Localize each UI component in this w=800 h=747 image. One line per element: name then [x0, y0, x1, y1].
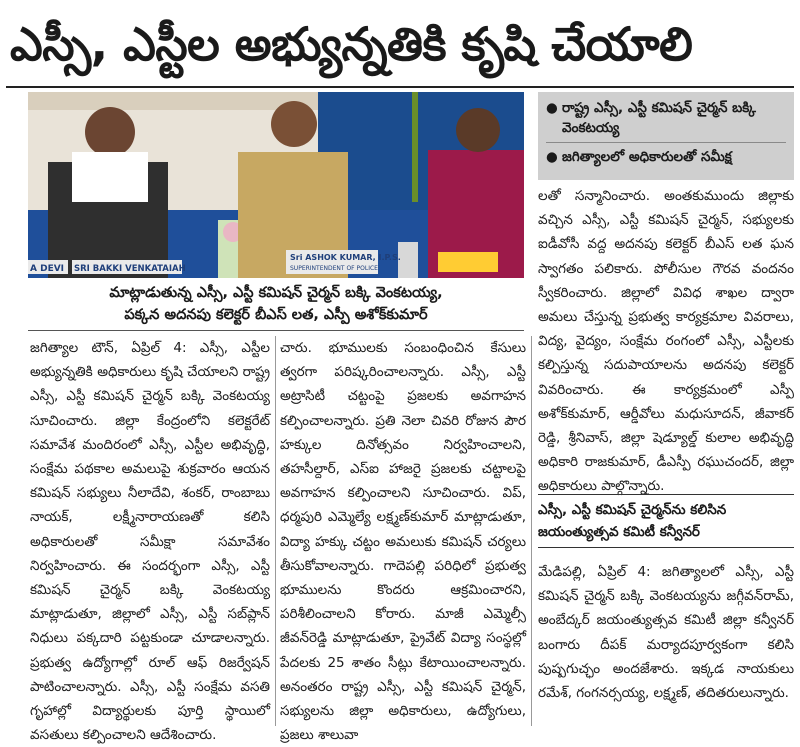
- column-text: లతో సన్మానించారు. అంతకుముందు జిల్లాకు వచ్చిన ఎస్సీ, ఎస్టీ కమిషన్ చైర్మన్, సభ్యులకు ఐడీవోసీ వద్ద అదనపు కలెక్టర్ బీఎస్ లత ఘన స్వాగతం పలికారు. పోలీసుల గౌరవ వందనం స్వీకరించారు. జిల్లాలో వివిధ శాఖల ద్వారా అమలు చేస్తున్న ప్రభుత్వ కార్యక్రమాల వివరాలు, విద్య, వైద్యం, సంక్షేమ రంగంలో ఎస్సీ, ఎస్టీలకు కల్పిస్తున్న సదుపాయాలను అదనపు కలెక్టర్ వివరించారు. ఈ కార్యక్రమంలో ఎస్పీ అశోక్‌కుమార్, ఆర్డీవోలు మధుసూదన్, జీవాకర్ రెడ్డి, శ్రీనివాస్, జిల్లా షెడ్యూల్డ్ కులాల అభివృద్ధి అధికారి రాజకుమార్, డీఎస్పీ రఘుచందర్, జిల్లా అధికారులు పాల్గొన్నారు.: [538, 188, 794, 495]
- highlight-item: [546, 98, 786, 138]
- highlight-text: జగిత్యాలలో అధికారులతో సమీక్ష: [562, 149, 732, 165]
- article-column-2: [280, 336, 526, 744]
- bullet-icon: ●: [546, 100, 558, 116]
- column-text: చారు. భూములకు సంబంధించిన కేసులు త్వరగా పరిష్కరించాలన్నారు. ఎస్సీ, ఎస్టీ అట్రాసిటీ చట్టంపై ప్రజలకు అవగాహన కల్పించాలన్నారు. ప్రతి నెలా చివరి రోజున పౌర హక్కుల దినోత్సవం నిర్వహించాలని, తహసీల్దార్, ఎస్ఐ హాజరై ప్రజలకు చట్టాలపై అవగాహన కల్పించాలని సూచించారు. విప్, ధర్మపురి ఎమ్మెల్యే లక్ష్మణ్‌కుమార్ మాట్లాడుతూ, విద్యా హక్కు చట్టం అమలుకు కమిషన్ చర్యలు తీసుకోవాలన్నారు. గాదెపల్లి పరిధిలో ప్రభుత్వ భూములను కొందరు ఆక్రమించారని, పరిశీలించాలని కోరారు. మాజీ ఎమ్మెల్సీ జీవన్‌రెడ్డి మాట్లాడుతూ, ప్రైవేట్ విద్యా సంస్థల్లో పేదలకు 25 శాతం సీట్లు కేటాయించాలన్నారు. అనంతరం రాష్ట్ర ఎస్సీ, ఎస్టీ కమిషన్ చైర్మన్, సభ్యులను జిల్లా అధికారులు, ఉద్యోగులు, ప్రజలు శాలువా: [280, 340, 526, 744]
- name-plate-devi: A DEVI: [30, 264, 65, 274]
- article-column-1: [30, 336, 270, 744]
- news-photo: [28, 92, 524, 278]
- column-text: మేడిపల్లి, ఏప్రిల్ 4: జగిత్యాలలో ఎస్సీ, ఎస్టీ కమిషన్ చైర్మన్ బక్కి వెంకటయ్యను జగ్గీవన్‌రామ్, అంబేద్కర్ జయంత్యుత్సవ కమిటీ జిల్లా కన్వీనర్ బంగారు దీపక్ మర్యాదపూర్వకంగా కలిసి పుష్పగుచ్ఛం అందజేశారు. ఇక్కడ నాయకులు రమేశ్, గంగనర్సయ్య, లక్ష్మణ్, తదితరులున్నారు.: [538, 564, 794, 702]
- photo-caption: [28, 282, 524, 326]
- subhead-line-2: జయంత్యుత్సవ కమిటీ కన్వీనర్: [538, 524, 700, 540]
- column-divider: [531, 336, 532, 726]
- headline-rule: [6, 86, 794, 88]
- name-plate-sp: Sri ASHOK KUMAR, I.P.S.: [290, 253, 401, 262]
- column-text: జగిత్యాల టౌన్, ఏప్రిల్ 4: ఎస్సీ, ఎస్టీల అభ్యున్నతికి అధికారులు కృషి చేయాలని రాష్ట్ర ఎస్సీ, ఎస్టీ కమిషన్ చైర్మన్ బక్కి వెంకటయ్య సూచించారు. జిల్లా కేంద్రంలోని కలెక్టరేట్ సమావేశ మందిరంలో ఎస్సీ, ఎస్టీల అభివృద్ధి, సంక్షేమ పథకాల అమలుపై శుక్రవారం ఆయన కమిషన్ సభ్యులు నీలాదేవి, శంకర్, రాంబాబు నాయక్, లక్ష్మీనారాయణతో కలిసి అధికారులతో సమీక్షా సమావేశం నిర్వహించారు. ఈ సందర్భంగా ఎస్సీ, ఎస్టీ కమిషన్ చైర్మన్ బక్కి వెంకటయ్య మాట్లాడుతూ, జిల్లాలో ఎస్సీ, ఎస్టీ సబ్‌ప్లాన్ నిధులు పక్కదారి పట్టకుండా చూడాలన్నారు. ప్రభుత్వ ఉద్యోగాల్లో రూల్ ఆఫ్ రిజర్వేషన్ పాటించాలన్నారు. ఎస్సీ, ఎస్టీ సంక్షేమ వసతి గృహాల్లో విద్యార్థులకు పూర్తి స్థాయిలో వసతులు కల్పించాలని ఆదేశించారు.: [30, 340, 270, 744]
- subhead-line-1: ఎస్సీ, ఎస్టీ కమిషన్ చైర్మన్‌ను కలిసిన: [538, 502, 727, 518]
- article-column-3: [538, 184, 794, 494]
- highlight-item: [546, 142, 786, 167]
- highlight-text: రాష్ట్ర ఎస్సీ, ఎస్టీ కమిషన్ చైర్మన్ బక్కి వెంకటయ్య: [562, 100, 756, 136]
- caption-line-2: పక్కన అదనపు కలెక్టర్ బీఎస్ లత, ఎస్పీ అశోక్‌కుమార్: [124, 307, 428, 323]
- caption-line-1: మాట్లాడుతున్న ఎస్సీ, ఎస్టీ కమిషన్ చైర్మన్ బక్కి వెంకటయ్య,: [109, 285, 443, 301]
- name-plate-chairman: SRI BAKKI VENKATAIAH: [74, 264, 186, 274]
- sub-headline: [538, 494, 794, 548]
- highlights-box: [538, 92, 794, 180]
- article-column-4: [538, 560, 794, 728]
- caption-rule: [28, 330, 524, 331]
- column-divider: [275, 336, 276, 726]
- bullet-icon: ●: [546, 149, 558, 165]
- name-plate-sp-title: SUPERINTENDENT OF POLICE: [290, 265, 378, 272]
- headline: ఎస్సీ, ఎస్టీల అభ్యున్నతికి కృషి చేయాలి: [10, 17, 693, 71]
